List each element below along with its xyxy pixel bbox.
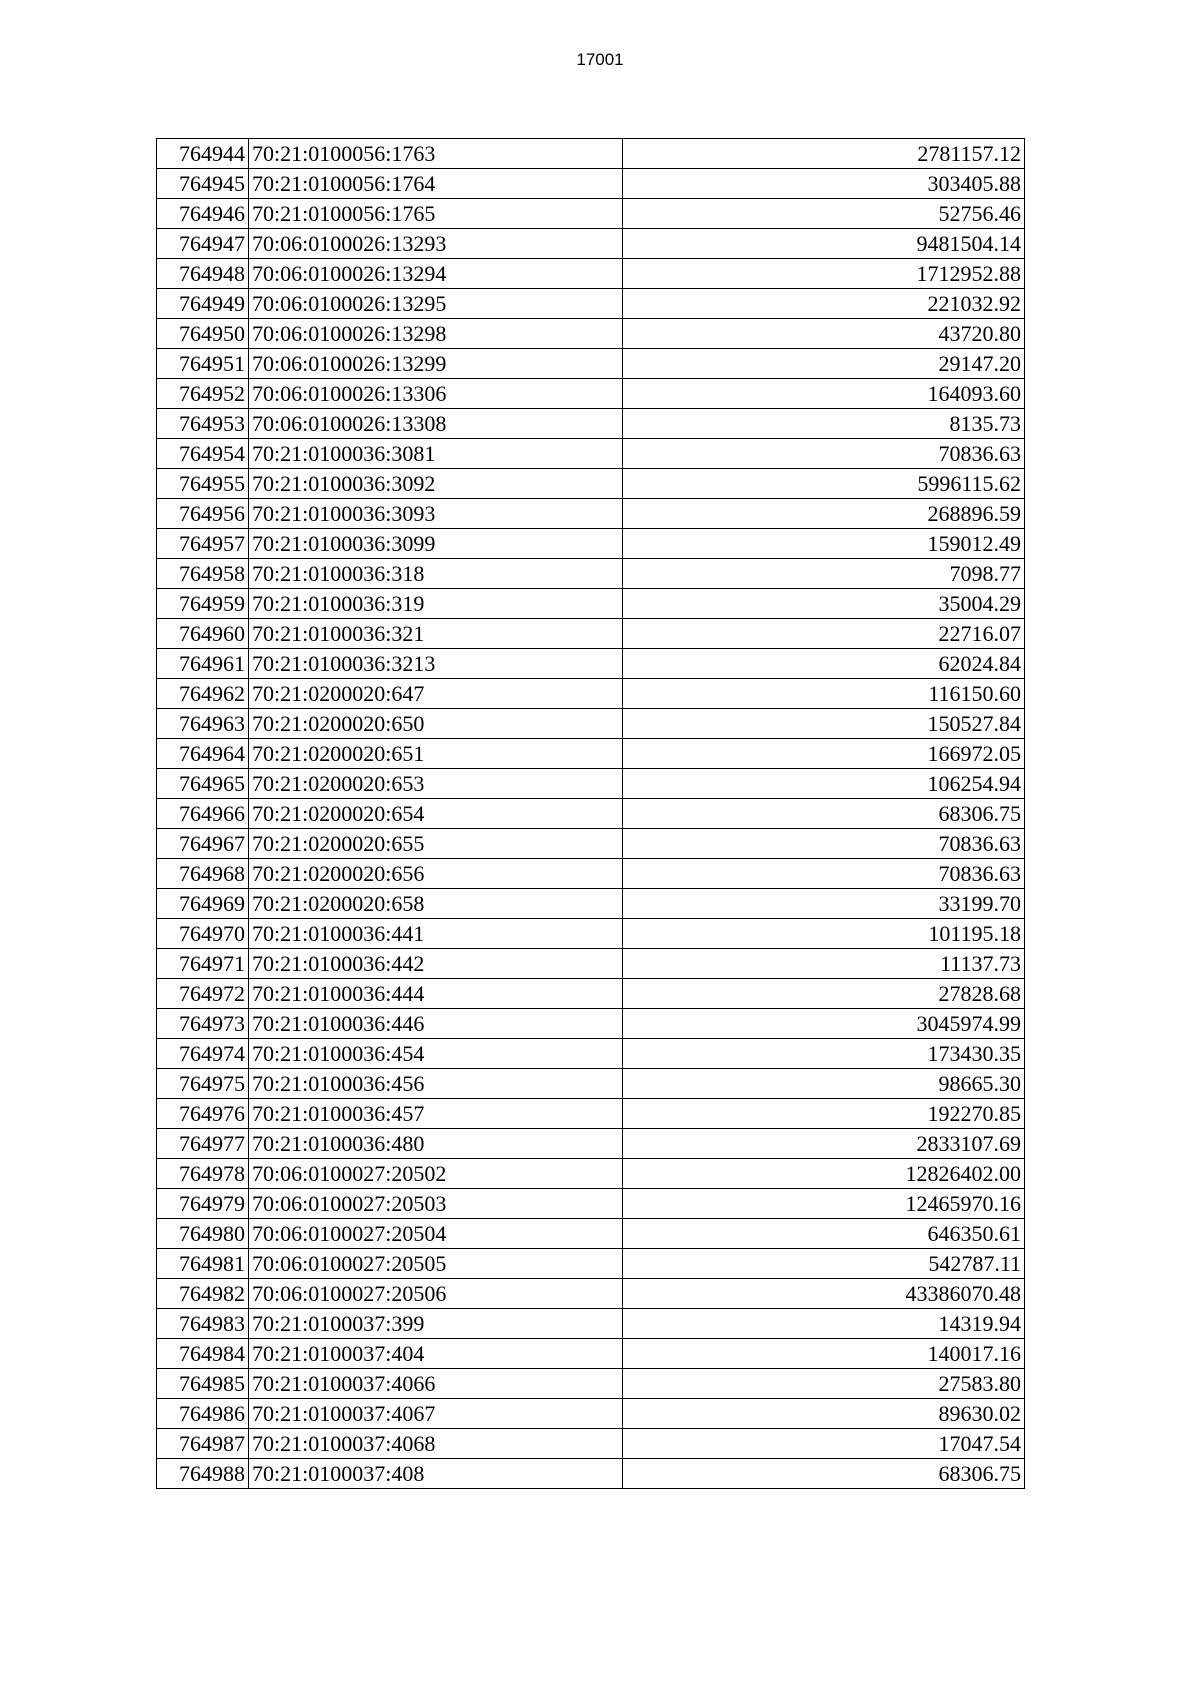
row-number-cell: 764948	[157, 259, 249, 289]
cadastral-number-cell: 70:21:0100036:3099	[249, 529, 623, 559]
value-cell: 14319.94	[623, 1309, 1025, 1339]
row-number-cell: 764974	[157, 1039, 249, 1069]
row-number-cell: 764958	[157, 559, 249, 589]
cadastral-number-cell: 70:21:0200020:647	[249, 679, 623, 709]
value-cell: 9481504.14	[623, 229, 1025, 259]
cadastral-number-cell: 70:21:0100056:1763	[249, 139, 623, 169]
row-number-cell: 764965	[157, 769, 249, 799]
cadastral-number-cell: 70:21:0100037:4066	[249, 1369, 623, 1399]
row-number-cell: 764983	[157, 1309, 249, 1339]
value-cell: 27828.68	[623, 979, 1025, 1009]
table-row	[157, 1219, 1025, 1249]
cadastral-number-cell: 70:21:0100036:3081	[249, 439, 623, 469]
value-cell: 1712952.88	[623, 259, 1025, 289]
cadastral-number-cell: 70:21:0100036:457	[249, 1099, 623, 1129]
row-number-cell: 764981	[157, 1249, 249, 1279]
value-cell: 43720.80	[623, 319, 1025, 349]
row-number-cell: 764986	[157, 1399, 249, 1429]
cadastral-number-cell: 70:21:0100036:319	[249, 589, 623, 619]
row-number-cell: 764966	[157, 799, 249, 829]
page-number: 17001	[576, 50, 624, 69]
cadastral-number-cell: 70:06:0100026:13306	[249, 379, 623, 409]
cadastral-number-cell: 70:21:0100037:399	[249, 1309, 623, 1339]
value-cell: 12465970.16	[623, 1189, 1025, 1219]
table-row	[157, 559, 1025, 589]
value-cell: 159012.49	[623, 529, 1025, 559]
cadastral-number-cell: 70:21:0100036:321	[249, 619, 623, 649]
table-row	[157, 1009, 1025, 1039]
cadastral-number-cell: 70:06:0100026:13294	[249, 259, 623, 289]
table-row	[157, 379, 1025, 409]
cadastral-number-cell: 70:06:0100027:20503	[249, 1189, 623, 1219]
row-number-cell: 764956	[157, 499, 249, 529]
cadastral-number-cell: 70:21:0200020:654	[249, 799, 623, 829]
table-row	[157, 619, 1025, 649]
row-number-cell: 764980	[157, 1219, 249, 1249]
cadastral-number-cell: 70:21:0200020:653	[249, 769, 623, 799]
cadastral-number-cell: 70:21:0100037:408	[249, 1459, 623, 1489]
table-row	[157, 1129, 1025, 1159]
value-cell: 3045974.99	[623, 1009, 1025, 1039]
row-number-cell: 764970	[157, 919, 249, 949]
cadastral-number-cell: 70:21:0200020:656	[249, 859, 623, 889]
table-row	[157, 289, 1025, 319]
data-table	[156, 138, 1025, 1489]
value-cell: 173430.35	[623, 1039, 1025, 1069]
cadastral-number-cell: 70:06:0100027:20505	[249, 1249, 623, 1279]
cadastral-number-cell: 70:21:0100036:318	[249, 559, 623, 589]
row-number-cell: 764960	[157, 619, 249, 649]
cadastral-number-cell: 70:06:0100026:13298	[249, 319, 623, 349]
value-cell: 303405.88	[623, 169, 1025, 199]
value-cell: 542787.11	[623, 1249, 1025, 1279]
cadastral-number-cell: 70:21:0100036:444	[249, 979, 623, 1009]
row-number-cell: 764967	[157, 829, 249, 859]
table-row	[157, 1339, 1025, 1369]
table-row	[157, 1369, 1025, 1399]
value-cell: 8135.73	[623, 409, 1025, 439]
table-row	[157, 1159, 1025, 1189]
table-row	[157, 1249, 1025, 1279]
row-number-cell: 764949	[157, 289, 249, 319]
row-number-cell: 764978	[157, 1159, 249, 1189]
cadastral-number-cell: 70:21:0200020:651	[249, 739, 623, 769]
row-number-cell: 764982	[157, 1279, 249, 1309]
row-number-cell: 764963	[157, 709, 249, 739]
value-cell: 33199.70	[623, 889, 1025, 919]
table-row	[157, 859, 1025, 889]
row-number-cell: 764959	[157, 589, 249, 619]
value-cell: 17047.54	[623, 1429, 1025, 1459]
table-row	[157, 709, 1025, 739]
cadastral-number-cell: 70:21:0100036:442	[249, 949, 623, 979]
cadastral-number-cell: 70:06:0100027:20504	[249, 1219, 623, 1249]
table-row	[157, 1429, 1025, 1459]
value-cell: 140017.16	[623, 1339, 1025, 1369]
row-number-cell: 764975	[157, 1069, 249, 1099]
cadastral-number-cell: 70:21:0100036:441	[249, 919, 623, 949]
cadastral-number-cell: 70:21:0100036:480	[249, 1129, 623, 1159]
table-body	[157, 139, 1025, 1489]
value-cell: 98665.30	[623, 1069, 1025, 1099]
table-row	[157, 589, 1025, 619]
table-row	[157, 499, 1025, 529]
table-row	[157, 259, 1025, 289]
table-row	[157, 349, 1025, 379]
row-number-cell: 764964	[157, 739, 249, 769]
table-row	[157, 1459, 1025, 1489]
cadastral-number-cell: 70:06:0100026:13299	[249, 349, 623, 379]
row-number-cell: 764972	[157, 979, 249, 1009]
row-number-cell: 764976	[157, 1099, 249, 1129]
cadastral-number-cell: 70:21:0100036:3092	[249, 469, 623, 499]
row-number-cell: 764973	[157, 1009, 249, 1039]
cadastral-number-cell: 70:06:0100027:20502	[249, 1159, 623, 1189]
value-cell: 116150.60	[623, 679, 1025, 709]
row-number-cell: 764962	[157, 679, 249, 709]
row-number-cell: 764984	[157, 1339, 249, 1369]
value-cell: 27583.80	[623, 1369, 1025, 1399]
row-number-cell: 764954	[157, 439, 249, 469]
row-number-cell: 764968	[157, 859, 249, 889]
table-row	[157, 679, 1025, 709]
table-row	[157, 139, 1025, 169]
table-row	[157, 739, 1025, 769]
value-cell: 89630.02	[623, 1399, 1025, 1429]
value-cell: 192270.85	[623, 1099, 1025, 1129]
row-number-cell: 764961	[157, 649, 249, 679]
cadastral-number-cell: 70:21:0200020:655	[249, 829, 623, 859]
value-cell: 70836.63	[623, 859, 1025, 889]
table-row	[157, 1189, 1025, 1219]
cadastral-number-cell: 70:06:0100026:13295	[249, 289, 623, 319]
table-row	[157, 199, 1025, 229]
cadastral-number-cell: 70:21:0100036:3213	[249, 649, 623, 679]
cadastral-number-cell: 70:06:0100027:20506	[249, 1279, 623, 1309]
value-cell: 29147.20	[623, 349, 1025, 379]
table-row	[157, 769, 1025, 799]
table-row	[157, 829, 1025, 859]
row-number-cell: 764951	[157, 349, 249, 379]
table-row	[157, 439, 1025, 469]
row-number-cell: 764977	[157, 1129, 249, 1159]
value-cell: 62024.84	[623, 649, 1025, 679]
value-cell: 164093.60	[623, 379, 1025, 409]
value-cell: 68306.75	[623, 1459, 1025, 1489]
cadastral-number-cell: 70:21:0100056:1765	[249, 199, 623, 229]
table-row	[157, 469, 1025, 499]
row-number-cell: 764979	[157, 1189, 249, 1219]
table-row	[157, 319, 1025, 349]
row-number-cell: 764952	[157, 379, 249, 409]
table-row	[157, 949, 1025, 979]
value-cell: 268896.59	[623, 499, 1025, 529]
value-cell: 22716.07	[623, 619, 1025, 649]
value-cell: 2781157.12	[623, 139, 1025, 169]
cadastral-number-cell: 70:21:0100037:4067	[249, 1399, 623, 1429]
row-number-cell: 764985	[157, 1369, 249, 1399]
value-cell: 106254.94	[623, 769, 1025, 799]
value-cell: 5996115.62	[623, 469, 1025, 499]
row-number-cell: 764945	[157, 169, 249, 199]
cadastral-number-cell: 70:21:0100036:456	[249, 1069, 623, 1099]
table-row	[157, 649, 1025, 679]
value-cell: 11137.73	[623, 949, 1025, 979]
row-number-cell: 764987	[157, 1429, 249, 1459]
value-cell: 646350.61	[623, 1219, 1025, 1249]
cadastral-number-cell: 70:21:0100037:4068	[249, 1429, 623, 1459]
table-row	[157, 1399, 1025, 1429]
value-cell: 221032.92	[623, 289, 1025, 319]
cadastral-number-cell: 70:21:0100036:454	[249, 1039, 623, 1069]
value-cell: 70836.63	[623, 439, 1025, 469]
cadastral-number-cell: 70:21:0200020:650	[249, 709, 623, 739]
table-row	[157, 169, 1025, 199]
table-row	[157, 1279, 1025, 1309]
row-number-cell: 764988	[157, 1459, 249, 1489]
value-cell: 101195.18	[623, 919, 1025, 949]
table-row	[157, 1099, 1025, 1129]
row-number-cell: 764944	[157, 139, 249, 169]
row-number-cell: 764953	[157, 409, 249, 439]
cadastral-number-cell: 70:21:0100056:1764	[249, 169, 623, 199]
row-number-cell: 764947	[157, 229, 249, 259]
row-number-cell: 764950	[157, 319, 249, 349]
value-cell: 70836.63	[623, 829, 1025, 859]
table-row	[157, 889, 1025, 919]
table-row	[157, 799, 1025, 829]
cadastral-number-cell: 70:21:0100036:446	[249, 1009, 623, 1039]
cadastral-number-cell: 70:21:0200020:658	[249, 889, 623, 919]
value-cell: 7098.77	[623, 559, 1025, 589]
table-row	[157, 529, 1025, 559]
value-cell: 35004.29	[623, 589, 1025, 619]
row-number-cell: 764957	[157, 529, 249, 559]
value-cell: 68306.75	[623, 799, 1025, 829]
row-number-cell: 764971	[157, 949, 249, 979]
row-number-cell: 764955	[157, 469, 249, 499]
table-row	[157, 409, 1025, 439]
row-number-cell: 764946	[157, 199, 249, 229]
table-row	[157, 1039, 1025, 1069]
table-row	[157, 1069, 1025, 1099]
value-cell: 166972.05	[623, 739, 1025, 769]
value-cell: 150527.84	[623, 709, 1025, 739]
value-cell: 52756.46	[623, 199, 1025, 229]
table-row	[157, 229, 1025, 259]
table-row	[157, 1309, 1025, 1339]
cadastral-number-cell: 70:21:0100036:3093	[249, 499, 623, 529]
cadastral-number-cell: 70:06:0100026:13293	[249, 229, 623, 259]
table-row	[157, 919, 1025, 949]
row-number-cell: 764969	[157, 889, 249, 919]
table-row	[157, 979, 1025, 1009]
cadastral-number-cell: 70:21:0100037:404	[249, 1339, 623, 1369]
value-cell: 43386070.48	[623, 1279, 1025, 1309]
cadastral-number-cell: 70:06:0100026:13308	[249, 409, 623, 439]
value-cell: 12826402.00	[623, 1159, 1025, 1189]
value-cell: 2833107.69	[623, 1129, 1025, 1159]
